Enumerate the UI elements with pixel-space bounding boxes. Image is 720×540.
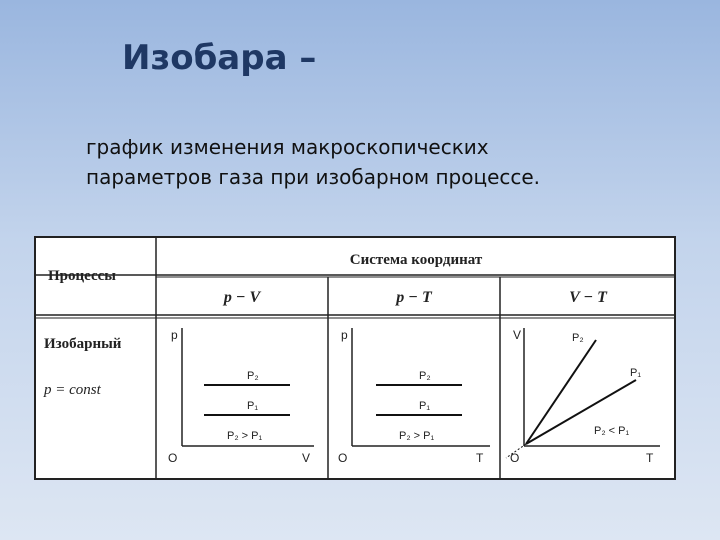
subtitle-line-1: график изменения макроскопических bbox=[86, 135, 489, 159]
graph-vt bbox=[506, 328, 660, 465]
header-processes: Процессы bbox=[48, 268, 117, 284]
process-table bbox=[34, 236, 676, 480]
graph-vt-line-p2 bbox=[526, 340, 596, 444]
graph-pv-label-p1: P₁ bbox=[247, 400, 259, 412]
graph-pt-x-label: T bbox=[476, 451, 484, 465]
col-header-vt: V − T bbox=[569, 289, 607, 306]
graph-vt-label-p1: P₁ bbox=[630, 367, 642, 379]
graph-pt-label-p2: P₂ bbox=[419, 370, 431, 382]
subtitle-line-2: параметров газа при изобарном процессе. bbox=[86, 165, 541, 189]
graph-pt bbox=[338, 328, 490, 465]
graph-vt-relation: P₂ < P₁ bbox=[594, 425, 630, 437]
graph-pv-y-label: p bbox=[171, 328, 178, 342]
header-coordinate-system: Система координат bbox=[349, 252, 483, 268]
col-header-pv: p − V bbox=[223, 289, 261, 306]
process-table-svg bbox=[34, 236, 676, 480]
table-frame bbox=[35, 237, 675, 479]
graph-pt-relation: P₂ > P₁ bbox=[399, 430, 435, 442]
slide-title: Изобара – bbox=[122, 38, 317, 78]
graph-pt-label-p1: P₁ bbox=[419, 400, 431, 412]
graph-pt-origin: O bbox=[338, 451, 348, 465]
col-header-pt: p − T bbox=[396, 289, 432, 306]
row-process-formula: p = const bbox=[44, 382, 101, 398]
graph-pv bbox=[168, 328, 314, 465]
slide-subtitle bbox=[86, 132, 686, 192]
graph-pv-origin: O bbox=[168, 451, 178, 465]
graph-vt-label-p2: P₂ bbox=[572, 332, 584, 344]
graph-pt-y-label: p bbox=[341, 328, 348, 342]
graph-pv-x-label: V bbox=[302, 451, 311, 465]
graph-pv-relation: P₂ > P₁ bbox=[227, 430, 263, 442]
graph-vt-y-label: V bbox=[513, 328, 522, 342]
graph-pv-label-p2: P₂ bbox=[247, 370, 259, 382]
row-process-name: Изобарный bbox=[44, 336, 122, 352]
graph-vt-origin: O bbox=[510, 451, 520, 465]
graph-vt-x-label: T bbox=[646, 451, 654, 465]
